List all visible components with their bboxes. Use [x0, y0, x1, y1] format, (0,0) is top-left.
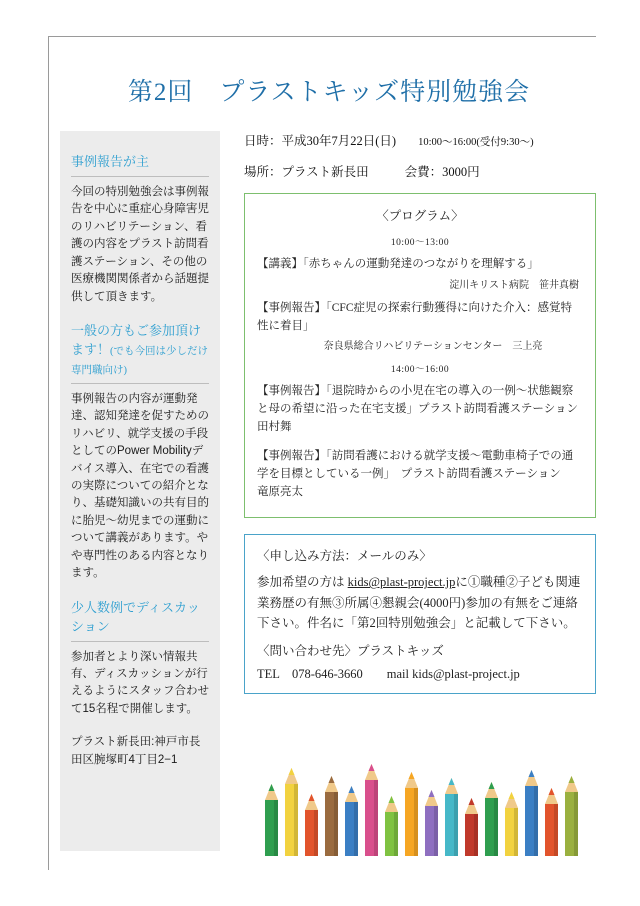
sidebar-heading-2-note: (でも今回は少しだけ専門職向け) [71, 345, 209, 376]
program-item-speaker: 淀川キリスト病院 笹井真樹 [449, 279, 579, 291]
contact-row [257, 664, 583, 682]
event-date-row [244, 131, 596, 149]
sidebar-heading-2-main: 一般の方もご参加頂けます！ [71, 323, 202, 357]
sidebar-heading-1: 事例報告が主 [71, 154, 150, 169]
application-body-post: に①職種②子ども関連業務歴の有無③所属④懇親会(4000円)参加の有無をご連絡下さい。件名に「第2回特別勉強会」と記載して下さい。 [257, 575, 581, 630]
event-place-row [244, 162, 596, 180]
sidebar-body-1: 今回の特別勉強会は事例報告を中心に重症心身障害児のリハビリテーション、看護の内容をプラスト訪問看護ステーション、その他の医療機関関係者から話題提供して頂きます。 [71, 185, 209, 303]
program-title: 〈プログラム〉 [376, 209, 464, 223]
application-email-link[interactable]: kids@plast-project.jp [347, 575, 456, 590]
corner-rule-vertical [48, 36, 49, 870]
sidebar-body-2: 事例報告の内容が運動発達、認知発達を促すためのリハビリ、就学支援の手段としてのPower Mobilityデバイス導入、在宅での看護の実際についての紹介となり、基礎知識いの共有目的に胎児〜幼児までの運動について講義があります。やや専門性のある内容となります。 [71, 392, 209, 580]
sidebar-divider-2 [71, 383, 209, 384]
contact-tel: TEL 078-646-3660 [257, 667, 363, 682]
program-session2-time: 14:00〜16:00 [390, 365, 450, 376]
program-item: 【事例報告】「訪問看護における就学支援〜電動車椅子での通学を目標としている一例」 プラスト訪問看護ステーション 竜原亮太 [257, 449, 574, 498]
contact-heading: 〈問い合わせ先〉プラストキッズ [257, 644, 444, 659]
program-box [244, 193, 596, 518]
sidebar-divider-3 [71, 641, 209, 642]
event-fee: 会費：3000円 [404, 165, 480, 179]
corner-rule-horizontal [48, 36, 596, 37]
event-place-label: 場所：プラスト新長田 [244, 165, 369, 179]
page-title: 第2回 プラストキッズ特別勉強会 [127, 79, 531, 106]
application-box [244, 534, 596, 694]
application-body [257, 572, 583, 633]
event-date-label: 日時：平成30年7月22日(日) [244, 134, 397, 148]
sidebar [60, 131, 220, 851]
contact-mail: mail kids@plast-project.jp [386, 667, 520, 682]
sidebar-heading-3: 少人数例でディスカッション [71, 599, 200, 634]
application-body-pre: 参加希望の方は [257, 575, 348, 590]
sidebar-divider-1 [71, 176, 209, 177]
program-item: 【講義】「赤ちゃんの運動発達のつながりを理解する」 [257, 258, 539, 270]
program-item: 【事例報告】「退院時からの小児在宅の導入の一例〜状態観察と母の希望に沿った在宅支援」プラスト訪問看護ステーション 田村舞 [257, 385, 590, 434]
sidebar-address: プラスト新長田:神戸市長田区腕塚町4丁目2−1 [71, 736, 201, 766]
program-item-speaker: 奈良県総合リハビリテーションセンター 三上亮 [323, 341, 543, 353]
program-item: 【事例報告】「CFC症児の探索行動獲得に向けた介入：感覚特性に着目」 [257, 301, 572, 332]
colored-pencils-icon [262, 752, 592, 856]
program-session1-time: 10:00〜13:00 [390, 238, 450, 248]
sidebar-heading-2 [71, 322, 209, 379]
pencils-illustration [262, 752, 592, 856]
event-time: 10:00〜16:00(受付9:30〜) [418, 137, 534, 148]
main-content [244, 131, 596, 694]
application-heading: 〈申し込み方法：メールのみ〉 [257, 549, 432, 564]
sidebar-body-3: 参加者とより深い情報共有、ディスカッションが行えるようにスタッフ合わせて15名程で開催します。 [71, 650, 209, 715]
